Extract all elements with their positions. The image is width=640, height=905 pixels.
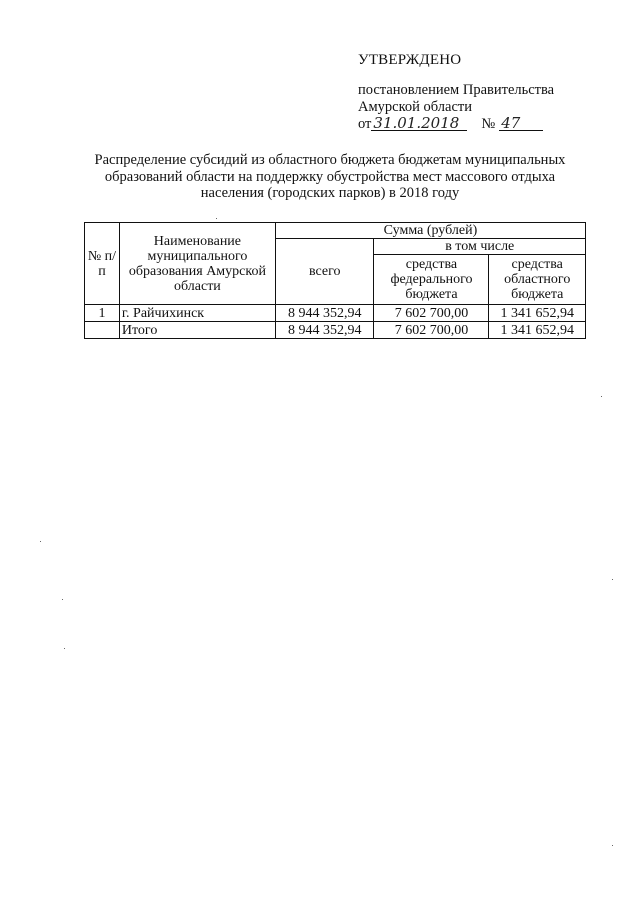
cell-regional: 1 341 652,94	[489, 305, 586, 322]
header-name: Наименование муниципального образования Амурской области	[119, 223, 275, 305]
header-including: в том числе	[374, 239, 586, 255]
scan-speck	[64, 648, 65, 649]
approval-heading: УТВЕРЖДЕНО	[358, 52, 462, 68]
cell-no: 1	[85, 305, 120, 322]
header-total: всего	[275, 239, 374, 305]
scan-speck	[601, 396, 602, 397]
cell-federal: 7 602 700,00	[374, 322, 489, 339]
header-no: № п/п	[85, 223, 120, 305]
header-regional: средства областного бюджета	[489, 255, 586, 305]
table-row	[85, 305, 586, 322]
cell-no	[85, 322, 120, 339]
cell-total: 8 944 352,94	[275, 322, 374, 339]
header-sum: Сумма (рублей)	[275, 223, 585, 239]
header-federal: средства федерального бюджета	[374, 255, 489, 305]
approval-line-2: Амурской области	[358, 99, 472, 115]
table-row-total	[85, 322, 586, 339]
handwritten-number: 47	[499, 116, 543, 131]
handwritten-date: 31.01.2018	[371, 116, 467, 131]
scan-speck	[216, 218, 217, 219]
cell-federal: 7 602 700,00	[374, 305, 489, 322]
title-line-1: Распределение субсидий из областного бюджета бюджетам муниципальных	[94, 152, 566, 168]
cell-name: г. Райчихинск	[119, 305, 275, 322]
subsidy-table	[84, 222, 586, 339]
cell-total: 8 944 352,94	[275, 305, 374, 322]
cell-name: Итого	[119, 322, 275, 339]
approval-block	[358, 52, 554, 133]
date-prefix: от	[358, 116, 372, 132]
scan-speck	[40, 541, 41, 542]
scan-speck	[612, 845, 613, 846]
cell-regional: 1 341 652,94	[489, 322, 586, 339]
scan-speck	[62, 599, 63, 600]
document-title	[80, 152, 580, 202]
title-line-2: образований области на поддержку обустройства мест массового отдыха	[104, 168, 556, 185]
scan-speck	[612, 579, 613, 580]
title-line-3: населения (городских парков) в 2018 году	[200, 185, 460, 201]
number-sign: №	[481, 116, 496, 132]
approval-date-line	[358, 116, 554, 133]
approval-line-1: постановлением Правительства	[358, 82, 555, 98]
